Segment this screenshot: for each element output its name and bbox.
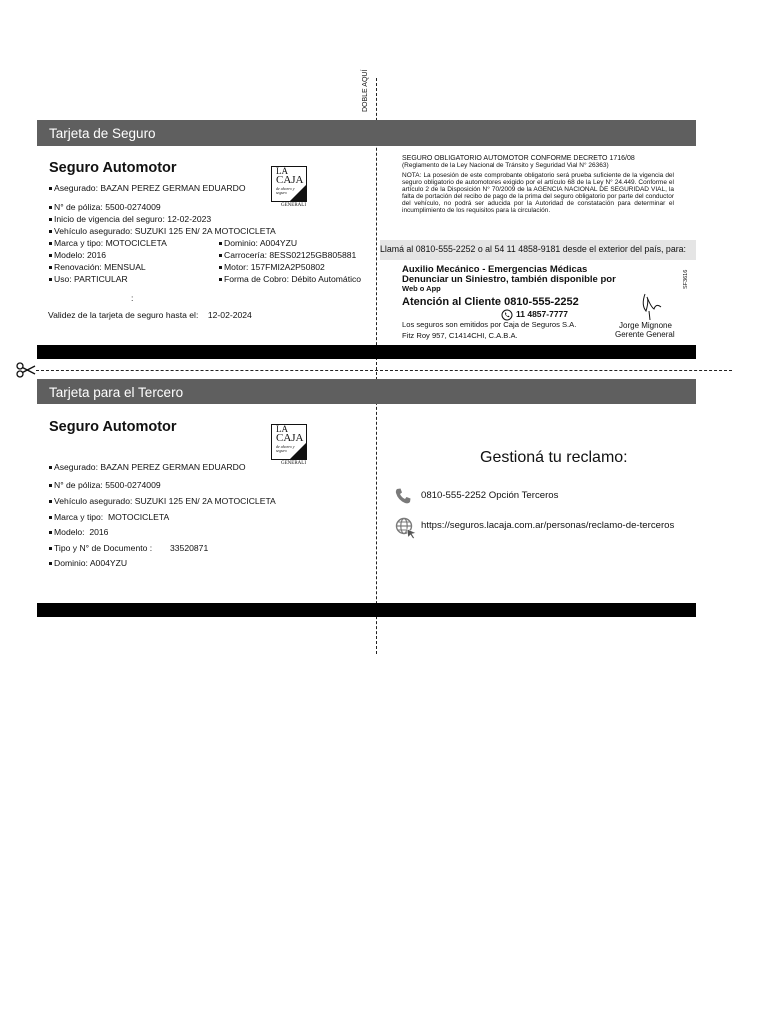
- info-strip: [380, 240, 696, 260]
- card1-dominio: Dominio: A004YZU: [219, 238, 297, 248]
- card1-uso: Uso: PARTICULAR: [49, 274, 128, 284]
- bullet-icon: [49, 562, 52, 565]
- bullet-icon: [49, 484, 52, 487]
- bullet-icon: [49, 466, 52, 469]
- legal-body: NOTA: La posesión de este comprobante obligatorio será prueba suficiente de la vigencia del seguro obligatorio de automotores exigido por el artículo 68 de la Ley N° 24.449. Conforme el artículo 2 de la Disposición N° 70/2009 de la AGENCIA NACIONAL DE SEGURIDAD VIAL, la falta de portación del recibo de pago de la prima del seguro obligatorio por parte del conductor del vehículo, no podrá ser aducida por la Autoridad de constatación para determinar el incumplimiento de los requisitos para la circulación.: [402, 172, 674, 214]
- card1-validez: Validez de la tarjeta de seguro hasta el: 12-02-2024: [48, 310, 252, 320]
- card1-header-title: Tarjeta de Seguro: [49, 126, 156, 141]
- form-code: SF3616: [683, 269, 689, 289]
- bullet-icon: [49, 266, 52, 269]
- bullet-icon: [49, 278, 52, 281]
- emitidos-text: Los seguros son emitidos por Caja de Seguros S.A.: [402, 320, 577, 329]
- logo-triangle: [290, 443, 306, 459]
- card2-tipo-doc: Tipo y N° de Documento :: [49, 543, 152, 553]
- card1-header-bar: [37, 120, 696, 146]
- fold-line-vertical: [376, 78, 377, 654]
- legal-title: SEGURO OBLIGATORIO AUTOMOTOR CONFORME DECRETO 1716/08: [402, 155, 635, 162]
- bullet-icon: [219, 254, 222, 257]
- bullet-icon: [219, 266, 222, 269]
- card2-header-bar: [37, 379, 696, 404]
- fold-here-label: DOBLE AQUÍ: [362, 69, 369, 112]
- card1-title: Seguro Automotor: [49, 160, 177, 176]
- card1-forma-cobro: Forma de Cobro: Débito Automático: [219, 274, 361, 284]
- bullet-icon: [49, 531, 52, 534]
- lacaja-logo: [271, 424, 307, 460]
- logo-la: LA: [276, 424, 288, 434]
- card1-colon: :: [131, 293, 134, 303]
- whatsapp-number: 11 4857-7777: [516, 309, 568, 319]
- bullet-icon: [49, 187, 52, 190]
- card2-marca: Marca y tipo: MOTOCICLETA: [49, 512, 169, 522]
- whatsapp-icon: [501, 308, 513, 320]
- bullet-icon: [49, 254, 52, 257]
- card1-renovacion: Renovación: MENSUAL: [49, 262, 146, 272]
- card1-vehiculo: Vehículo asegurado: SUZUKI 125 EN/ 2A MOTOCICLETA: [49, 226, 276, 236]
- direccion-text: Fitz Roy 957, C1414CHI, C.A.B.A.: [402, 331, 518, 340]
- signature: [637, 291, 667, 321]
- card1-marca: Marca y tipo: MOTOCICLETA: [49, 238, 167, 248]
- bullet-icon: [219, 278, 222, 281]
- card1-inicio: Inicio de vigencia del seguro: 12-02-2023: [49, 214, 211, 224]
- card1-modelo: Modelo: 2016: [49, 250, 106, 260]
- card2-vehiculo: Vehículo asegurado: SUZUKI 125 EN/ 2A MOTOCICLETA: [49, 496, 276, 506]
- reclamo-url-link[interactable]: https://seguros.lacaja.com.ar/personas/reclamo-de-terceros: [421, 520, 675, 531]
- info-strip-text: Llamá al 0810-555-2252 o al 54 11 4858-9181 desde el exterior del país, para:: [380, 244, 686, 254]
- telefono-terceros[interactable]: 0810-555-2252 Opción Terceros: [421, 490, 559, 501]
- bullet-icon: [219, 242, 222, 245]
- card2-asegurado: Asegurado: BAZAN PEREZ GERMAN EDUARDO: [49, 462, 246, 472]
- logo-sub: de ahorro y seguro: [276, 444, 295, 453]
- card2-poliza: N° de póliza: 5500-0274009: [49, 480, 161, 490]
- logo-caja: CAJA: [276, 432, 304, 444]
- gestiona-title: Gestioná tu reclamo:: [480, 449, 628, 466]
- bullet-icon: [49, 547, 52, 550]
- firmante-name: Jorge Mignone: [619, 321, 672, 330]
- logo-sub: de ahorro y seguro: [276, 186, 295, 195]
- card1-poliza: N° de póliza: 5500-0274009: [49, 202, 161, 212]
- card2-dominio: Dominio: A004YZU: [49, 558, 127, 568]
- logo-la: LA: [276, 166, 288, 176]
- card1-motor: Motor: 157FMI2A2P50802: [219, 262, 325, 272]
- card1-carroceria: Carrocería: 8ESS02125GB805881: [219, 250, 356, 260]
- bullet-icon: [49, 516, 52, 519]
- bullet-icon: [49, 242, 52, 245]
- scissors-icon: [16, 362, 36, 378]
- card2-modelo: Modelo: 2016: [49, 527, 108, 537]
- card2-title: Seguro Automotor: [49, 419, 177, 435]
- generali-brand: GENERALI: [281, 461, 306, 466]
- bullet-icon: [49, 206, 52, 209]
- card1-asegurado: Asegurado: BAZAN PEREZ GERMAN EDUARDO: [49, 183, 246, 193]
- globe-cursor-icon: [395, 517, 417, 539]
- legal-subtitle: (Reglamento de la Ley Nacional de Tránsito y Seguridad Vial N° 26363): [402, 162, 609, 169]
- bullet-icon: [49, 500, 52, 503]
- phone-icon: [394, 487, 412, 505]
- card1-footer-bar: [37, 345, 696, 359]
- atencion-text: Atención al Cliente 0810-555-2252: [402, 296, 579, 308]
- auxilio-text: Auxilio Mecánico - Emergencias Médicas: [402, 264, 588, 275]
- lacaja-logo: [271, 166, 307, 202]
- logo-caja: CAJA: [276, 174, 304, 186]
- generali-brand: GENERALI: [281, 203, 306, 208]
- siniestro-text: Denunciar un Siniestro, también disponible por: [402, 274, 616, 285]
- card2-header-title: Tarjeta para el Tercero: [49, 385, 184, 400]
- web-app-text: Web o App: [402, 284, 441, 293]
- bullet-icon: [49, 230, 52, 233]
- card2-doc-num: 33520871: [170, 543, 209, 553]
- card2-footer-bar: [37, 603, 696, 617]
- bullet-icon: [49, 218, 52, 221]
- firmante-cargo: Gerente General: [615, 330, 675, 339]
- logo-triangle: [290, 185, 306, 201]
- cut-line-horizontal: [36, 370, 732, 371]
